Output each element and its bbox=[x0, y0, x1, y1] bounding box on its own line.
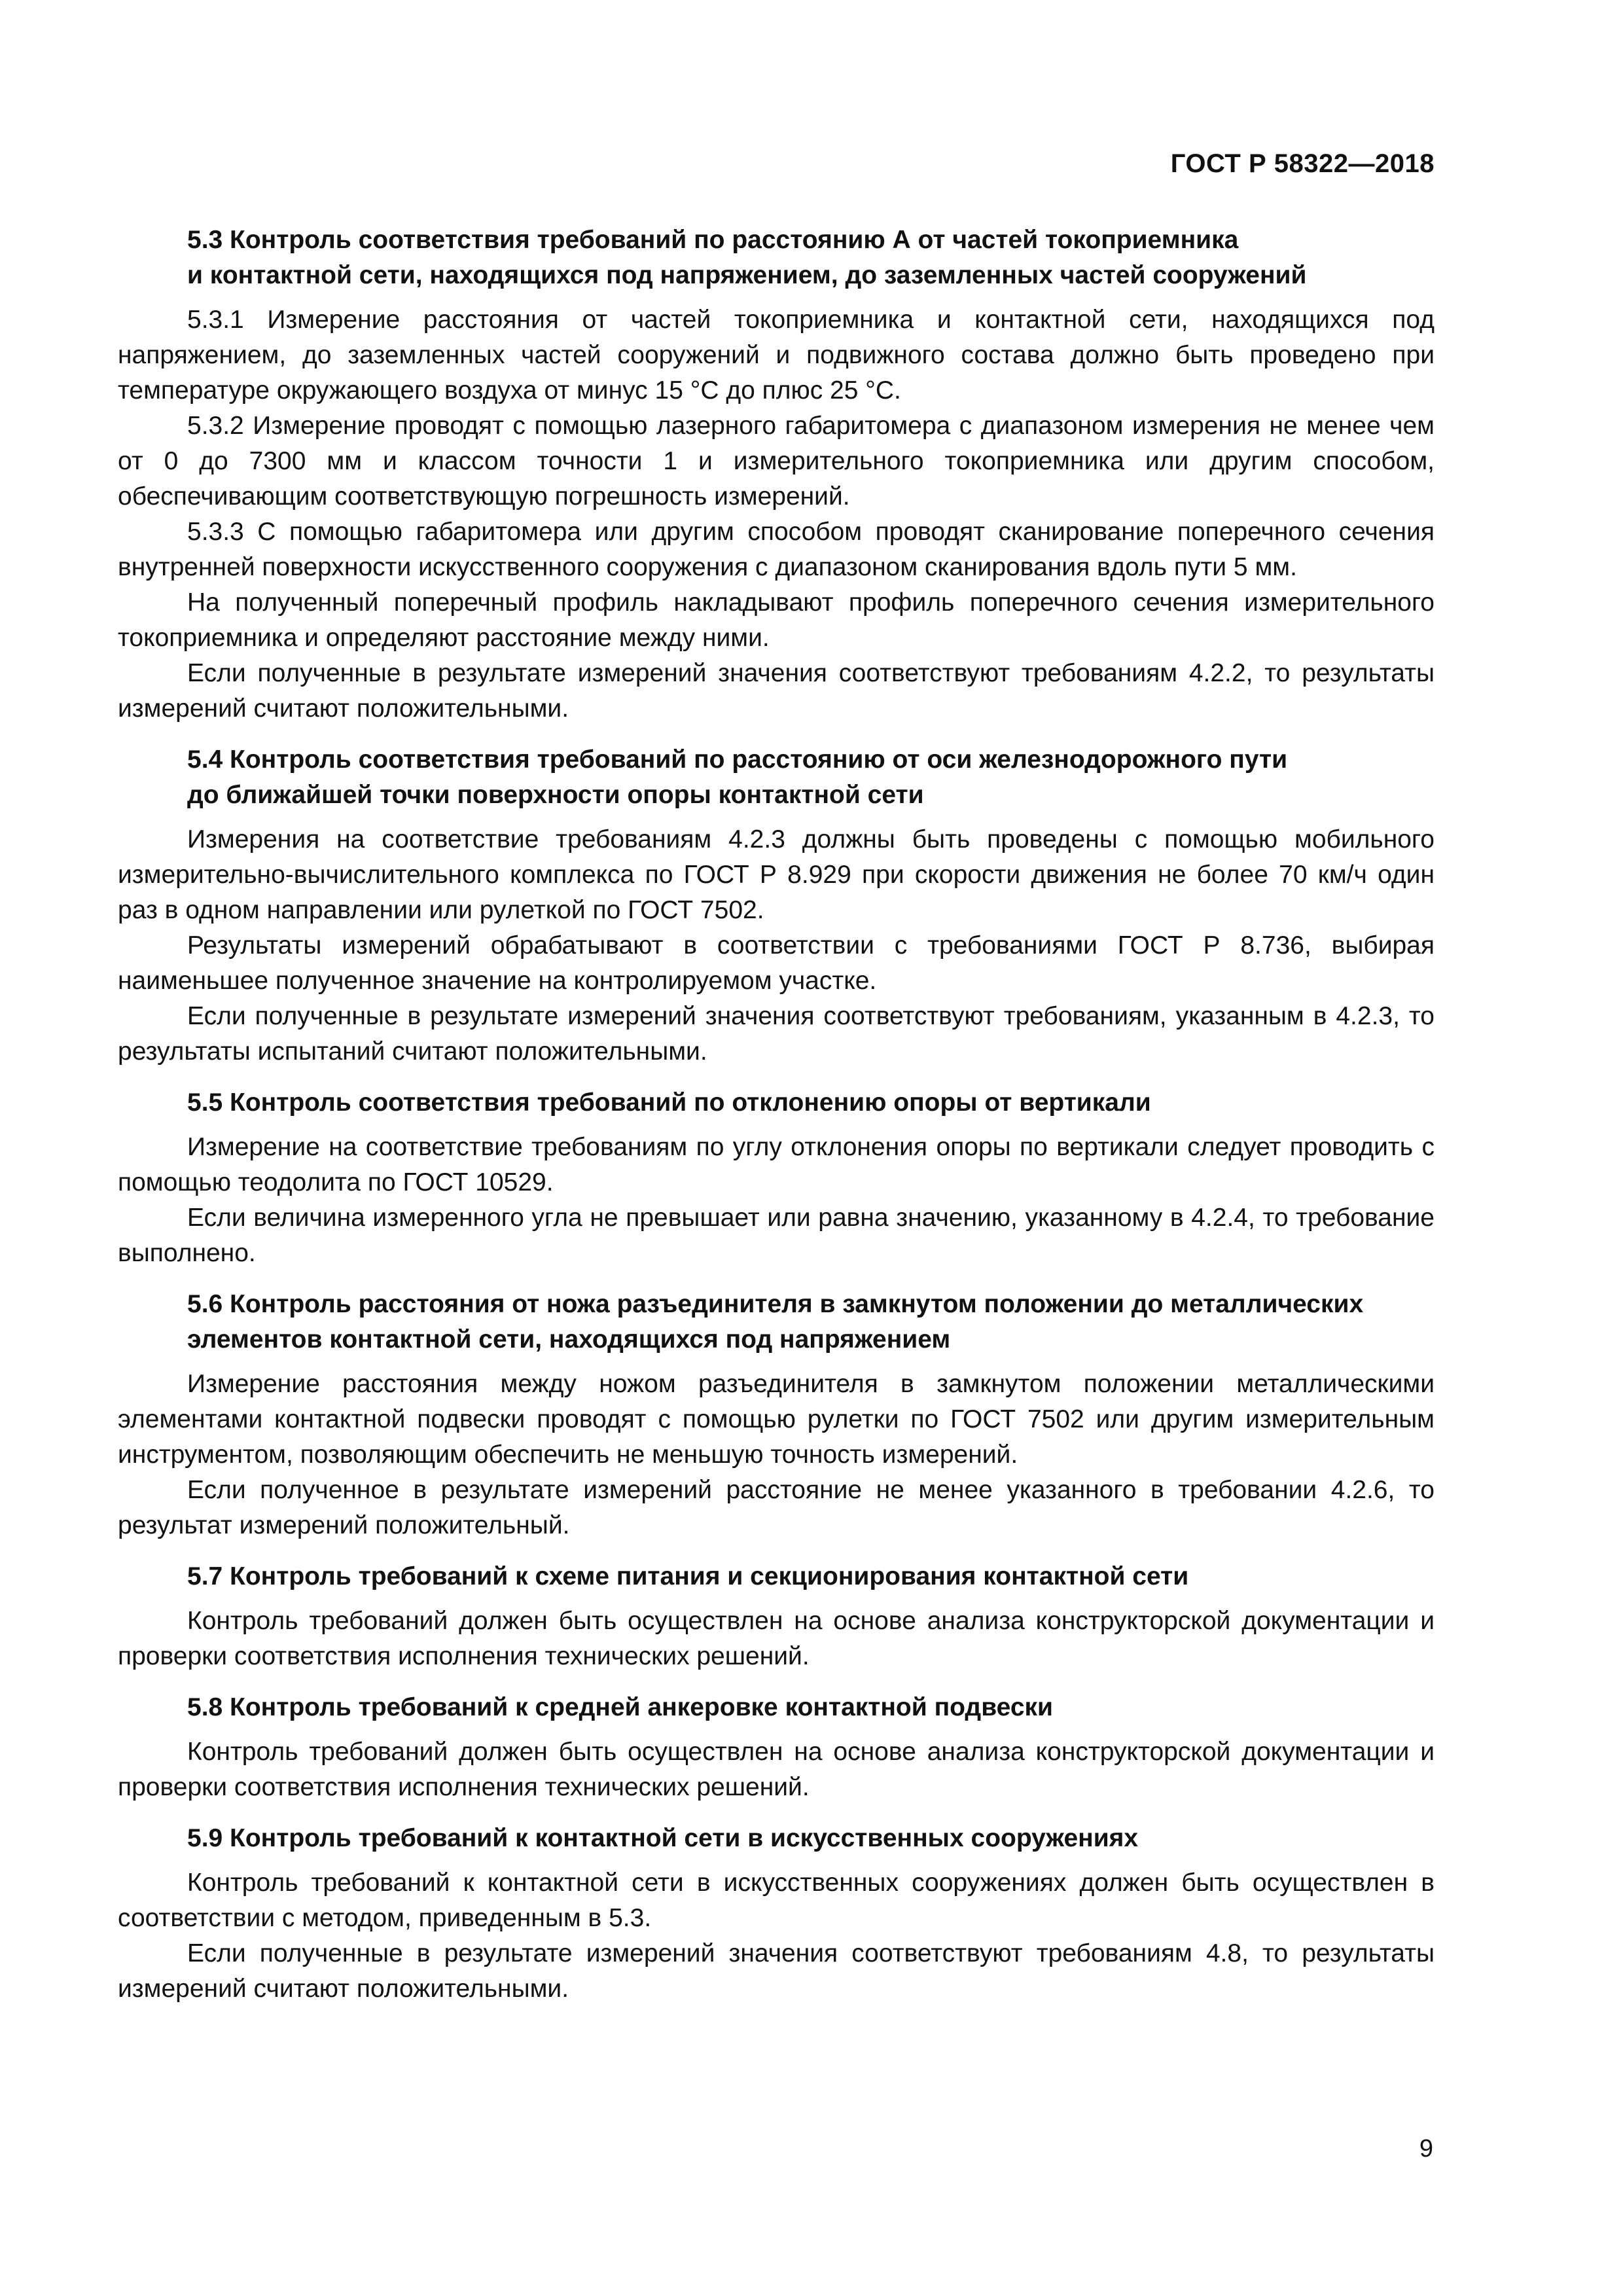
document-id-header: ГОСТ Р 58322—2018 bbox=[1170, 149, 1435, 178]
section-5-9 bbox=[118, 1821, 1435, 2007]
paragraph: Результаты измерений обрабатывают в соответствии с требованиями ГОСТ Р 8.736, выбирая наименьшее полученное значение на контролируемом участке. bbox=[118, 931, 1435, 995]
paragraph: Если полученные в результате измерений значения соответствуют требованиям, указанным в 4.2.3, то результаты испытаний считают положительными. bbox=[118, 1002, 1435, 1066]
paragraph: Если полученное в результате измерений расстояние не менее указанного в требовании 4.2.6, то результат измерений положительный. bbox=[118, 1476, 1435, 1539]
page-number: 9 bbox=[1419, 2135, 1433, 2162]
paragraph: Измерение на соответствие требованиям по углу отклонения опоры по вертикали следует проводить с помощью теодолита по ГОСТ 10529. bbox=[118, 1133, 1435, 1196]
paragraph: Если полученные в результате измерений значения соответствуют требованиям 4.2.2, то результаты измерений считают положительными. bbox=[118, 659, 1435, 723]
paragraph: Измерение расстояния между ножом разъединителя в замкнутом положении металлическими элементами контактной подвески проводят с помощью рулетки по ГОСТ 7502 или другим измерительным инструментом, позволяющим обеспечить не меньшую точность измерений. bbox=[118, 1370, 1435, 1469]
section-5-7 bbox=[118, 1559, 1435, 1674]
section-title: 5.3 Контроль соответствия требований по расстоянию А от частей токоприемника и контактной сети, находящихся под напряжением, до заземленных частей сооружений bbox=[187, 226, 1307, 289]
section-5-8 bbox=[118, 1690, 1435, 1805]
section-5-6 bbox=[118, 1287, 1435, 1543]
section-title: 5.8 Контроль требований к средней анкеровке контактной подвески bbox=[187, 1693, 1054, 1721]
paragraph: 5.3.3 С помощью габаритомера или другим способом проводят сканирование поперечного сечения внутренней поверхности искусственного сооружения с диапазоном сканирования вдоль пути 5 мм. bbox=[118, 518, 1435, 581]
section-title: 5.9 Контроль требований к контактной сети в искусственных сооружениях bbox=[187, 1824, 1139, 1852]
section-title: 5.7 Контроль требований к схеме питания и секционирования контактной сети bbox=[187, 1562, 1189, 1590]
section-title: 5.5 Контроль соответствия требований по отклонению опоры от вертикали bbox=[187, 1088, 1151, 1117]
paragraph: Если величина измеренного угла не превышает или равна значению, указанному в 4.2.4, то требование выполнено. bbox=[118, 1204, 1435, 1267]
paragraph: Контроль требований к контактной сети в искусственных сооружениях должен быть осуществлен в соответствии с методом, приведенным в 5.3. bbox=[118, 1869, 1435, 1932]
paragraph: Контроль требований должен быть осуществлен на основе анализа конструкторской документации и проверки соответствия исполнения технических решений. bbox=[118, 1607, 1435, 1670]
paragraph: 5.3.1 Измерение расстояния от частей токоприемника и контактной сети, находящихся под напряжением, до заземленных частей сооружений и подвижного состава должно быть проведено при температуре окружающего воздуха от минус 15 °С до плюс 25 °С. bbox=[118, 306, 1435, 404]
paragraph: Контроль требований должен быть осуществлен на основе анализа конструкторской документации и проверки соответствия исполнения технических решений. bbox=[118, 1738, 1435, 1801]
document-body bbox=[118, 223, 1435, 2007]
section-5-5 bbox=[118, 1085, 1435, 1271]
paragraph: 5.3.2 Измерение проводят с помощью лазерного габаритомера с диапазоном измерения не менее чем от 0 до 7300 мм и классом точности 1 и измерительного токоприемника или другим способом, обеспечивающим соответствующую погрешность измерений. bbox=[118, 412, 1435, 511]
paragraph: Если полученные в результате измерений значения соответствуют требованиям 4.8, то результаты измерений считают положительными. bbox=[118, 1939, 1435, 2003]
paragraph: На полученный поперечный профиль накладывают профиль поперечного сечения измерительного токоприемника и определяют расстояние между ними. bbox=[118, 588, 1435, 652]
section-title: 5.6 Контроль расстояния от ножа разъединителя в замкнутом положении до металлических элементов контактной сети, находящихся под напряжением bbox=[187, 1290, 1364, 1354]
section-5-3 bbox=[118, 223, 1435, 726]
section-5-4 bbox=[118, 742, 1435, 1069]
paragraph: Измерения на соответствие требованиям 4.2.3 должны быть проведены с помощью мобильного измерительно-вычислительного комплекса по ГОСТ Р 8.929 при скорости движения не более 70 км/ч один раз в одном направлении или рулеткой по ГОСТ 7502. bbox=[118, 825, 1435, 924]
section-title: 5.4 Контроль соответствия требований по расстоянию от оси железнодорожного пути до ближайшей точки поверхности опоры контактной сети bbox=[187, 745, 1288, 809]
